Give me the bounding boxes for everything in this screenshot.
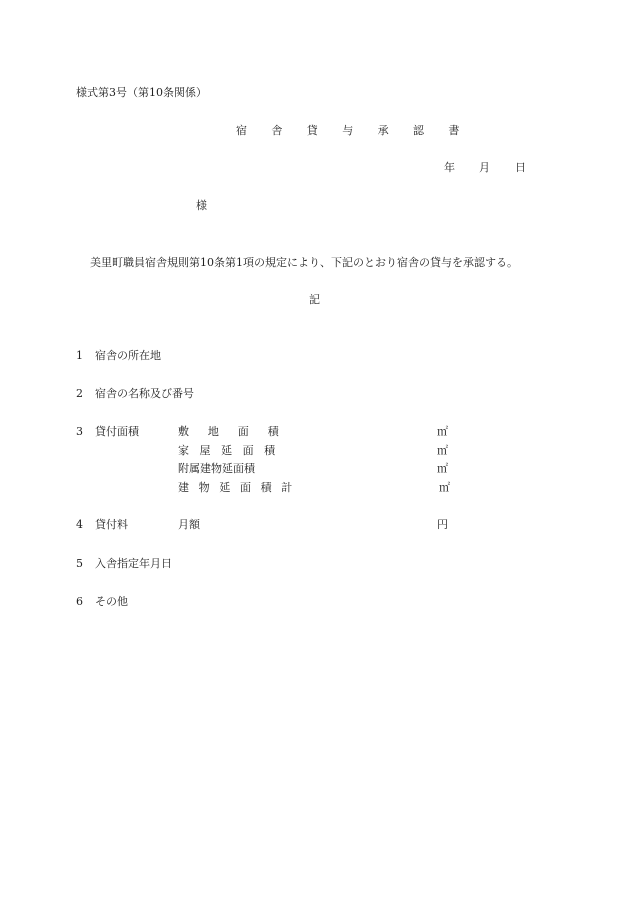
area-label: 附属建物延面積 bbox=[178, 462, 255, 475]
date-year: 年 bbox=[444, 161, 455, 174]
ki-heading: 記 bbox=[309, 293, 320, 306]
date-day: 日 bbox=[515, 161, 526, 174]
item-number: 2 bbox=[76, 387, 83, 400]
area-label: 家 屋 延 面 積 bbox=[178, 444, 279, 457]
item-label: 貸付料 bbox=[95, 518, 128, 531]
addressee-suffix: 様 bbox=[196, 199, 207, 212]
area-unit: ㎡ bbox=[439, 481, 450, 494]
item-number: 3 bbox=[76, 425, 83, 438]
area-unit: ㎡ bbox=[437, 462, 448, 475]
item-number: 6 bbox=[76, 595, 83, 608]
item-label: 貸付面積 bbox=[95, 425, 139, 438]
rent-unit: 円 bbox=[437, 518, 448, 531]
date-month: 月 bbox=[479, 161, 490, 174]
document-title: 宿 舎 貸 与 承 認 書 bbox=[236, 124, 470, 137]
area-unit: ㎡ bbox=[437, 425, 448, 438]
form-number: 様式第3号（第10条関係） bbox=[76, 86, 207, 99]
rent-label: 月額 bbox=[178, 518, 200, 531]
body-text: 美里町職員宿舎規則第10条第1項の規定により、下記のとおり宿舎の貸与を承認する。 bbox=[90, 256, 518, 269]
item-number: 4 bbox=[76, 518, 83, 531]
item-label: その他 bbox=[95, 595, 128, 608]
item-number: 5 bbox=[76, 557, 83, 570]
item-number: 1 bbox=[76, 349, 83, 362]
area-unit: ㎡ bbox=[437, 444, 448, 457]
item-label: 宿舎の所在地 bbox=[95, 349, 161, 362]
area-label: 建 物 延 面 積 計 bbox=[178, 481, 296, 494]
item-label: 宿舎の名称及び番号 bbox=[95, 387, 194, 400]
item-label: 入舎指定年月日 bbox=[95, 557, 172, 570]
area-label: 敷 地 面 積 bbox=[178, 425, 287, 438]
